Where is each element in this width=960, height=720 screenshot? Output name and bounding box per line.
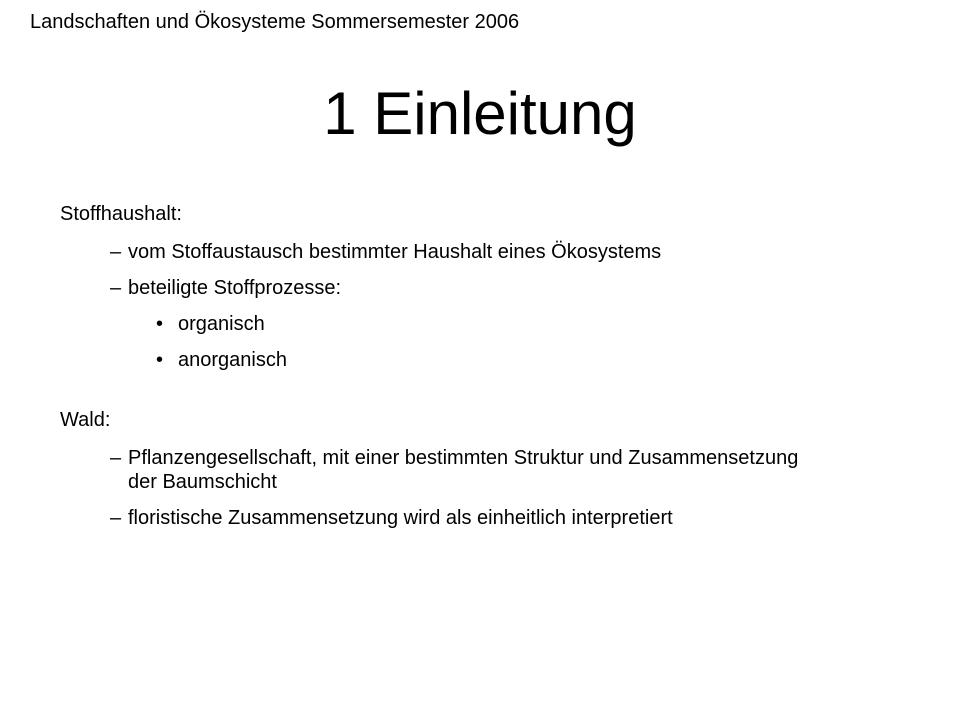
list-item [60, 506, 920, 530]
dash-marker: – [110, 277, 122, 299]
course-header: Landschaften und Ökosysteme Sommersemester 2006 [30, 11, 520, 33]
list-item [60, 276, 920, 300]
bullet-item-text: organisch [178, 313, 265, 335]
bullet-item [60, 348, 920, 372]
list-item [60, 240, 920, 264]
list-item-text: vom Stoffaustausch bestimmter Haushalt eines Ökosystems [128, 241, 662, 263]
list-item-text: Pflanzengesellschaft, mit einer bestimmten Struktur und Zusammensetzung der Baumschicht [128, 447, 799, 493]
list-item [60, 446, 920, 494]
section-wald [60, 406, 920, 530]
bullet-item [60, 312, 920, 336]
bullet-list [60, 312, 920, 372]
bullet-item-text: anorganisch [178, 349, 287, 371]
slide-title: 1 Einleitung [323, 80, 637, 147]
section-heading: Wald: [60, 409, 111, 431]
dash-marker: – [110, 447, 122, 469]
list-item-text: beteiligte Stoffprozesse: [128, 277, 342, 299]
section-heading: Stoffhaushalt: [60, 203, 182, 225]
dash-marker: – [110, 241, 122, 263]
bullet-marker: • [156, 313, 164, 335]
slide-body [60, 200, 920, 542]
dash-marker: – [110, 507, 122, 529]
section-stoffhaushalt [60, 200, 920, 372]
bullet-marker: • [156, 349, 164, 371]
list-item-text: floristische Zusammensetzung wird als einheitlich interpretiert [128, 507, 673, 529]
